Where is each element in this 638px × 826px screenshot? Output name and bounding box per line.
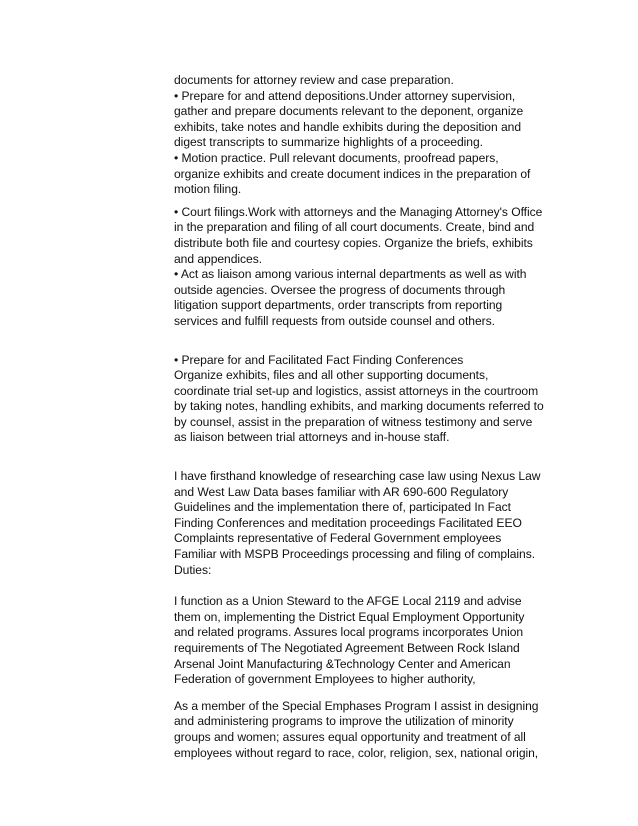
- text-line: and West Law Data bases familiar with AR 690-600 Regulatory: [174, 484, 509, 499]
- text-line: organize exhibits and create document indices in the preparation of: [174, 166, 531, 181]
- text-line: coordinate trial set-up and logistics, assist attorneys in the courtroom: [174, 383, 539, 398]
- text-line: documents for attorney review and case preparation.: [174, 73, 454, 87]
- text-line: in the preparation and filing of all court documents. Create, bind and: [174, 220, 535, 235]
- text-line: gather and prepare documents relevant to the deponent, organize: [174, 104, 524, 119]
- paragraph-spacer: [174, 330, 566, 353]
- text-line: outside agencies. Oversee the progress of documents through: [174, 282, 506, 297]
- paragraph-special-emphases-program: [174, 699, 566, 761]
- text-line: Finding Conferences and meditation proceedings Facilitated EEO: [174, 515, 522, 530]
- text-line: as liaison between trial attorneys and in-house staff.: [174, 430, 450, 445]
- paragraph-spacer: [174, 446, 566, 469]
- text-line: and administering programs to improve the utilization of minority: [174, 714, 514, 729]
- text-line: Arsenal Joint Manufacturing &Technology Center and American: [174, 656, 511, 671]
- document-body: [174, 73, 566, 761]
- text-line: employees without regard to race, color, religion, sex, national origin,: [174, 745, 539, 760]
- text-line: Complaints representative of Federal Government employees: [174, 531, 502, 546]
- text-line: Familiar with MSPB Proceedings processing and filing of complains.: [174, 547, 536, 562]
- text-line: I function as a Union Steward to the AFGE Local 2119 and advise: [174, 594, 522, 609]
- text-line: by taking notes, handling exhibits, and marking documents referred to: [174, 399, 544, 414]
- text-line: and appendices.: [174, 251, 263, 266]
- text-line: • Court filings.Work with attorneys and the Managing Attorney's Office: [174, 204, 543, 219]
- text-line: • Motion practice. Pull relevant documents, proofread papers,: [174, 150, 499, 165]
- text-line: Federation of government Employees to higher authority,: [174, 672, 476, 687]
- text-line: Organize exhibits, files and all other supporting documents,: [174, 368, 489, 383]
- text-line: • Prepare for and Facilitated Fact Finding Conferences: [174, 352, 464, 367]
- text-line: services and fulfill requests from outside counsel and others.: [174, 313, 495, 328]
- text-line: motion filing.: [174, 182, 242, 197]
- text-line: Duties:: [174, 562, 212, 577]
- paragraph-spacer: [174, 198, 566, 205]
- text-line: I have firsthand knowledge of researching case law using Nexus Law: [174, 469, 541, 484]
- text-line: by counsel, assist in the preparation of witness testimony and serve: [174, 414, 533, 429]
- text-line: exhibits, take notes and handle exhibits during the deposition and: [174, 119, 521, 134]
- text-line: distribute both file and courtesy copies. Organize the briefs, exhibits: [174, 235, 533, 250]
- text-line: them on, implementing the District Equal Employment Opportunity: [174, 609, 525, 624]
- paragraph-deposition-and-motion-practice: [174, 73, 566, 198]
- text-line: As a member of the Special Emphases Program I assist in designing: [174, 698, 539, 713]
- paragraph-union-steward: [174, 594, 566, 688]
- paragraph-spacer: [174, 578, 566, 594]
- paragraph-spacer: [174, 688, 566, 699]
- text-line: Guidelines and the implementation there of, participated In Fact: [174, 500, 511, 515]
- text-line: • Prepare for and attend depositions.Under attorney supervision,: [174, 88, 516, 103]
- text-line: and related programs. Assures local programs incorporates Union: [174, 625, 524, 640]
- text-line: litigation support departments, order transcripts from reporting: [174, 298, 503, 313]
- paragraph-firsthand-knowledge: [174, 469, 566, 578]
- text-line: requirements of The Negotiated Agreement Between Rock Island: [174, 641, 520, 655]
- paragraph-fact-finding-conferences: [174, 353, 566, 447]
- paragraph-court-filings-and-liaison: [174, 205, 566, 330]
- text-line: • Act as liaison among various internal departments as well as with: [174, 267, 527, 282]
- text-line: digest transcripts to summarize highlights of a proceeding.: [174, 135, 483, 150]
- text-line: groups and women; assures equal opportunity and treatment of all: [174, 729, 526, 744]
